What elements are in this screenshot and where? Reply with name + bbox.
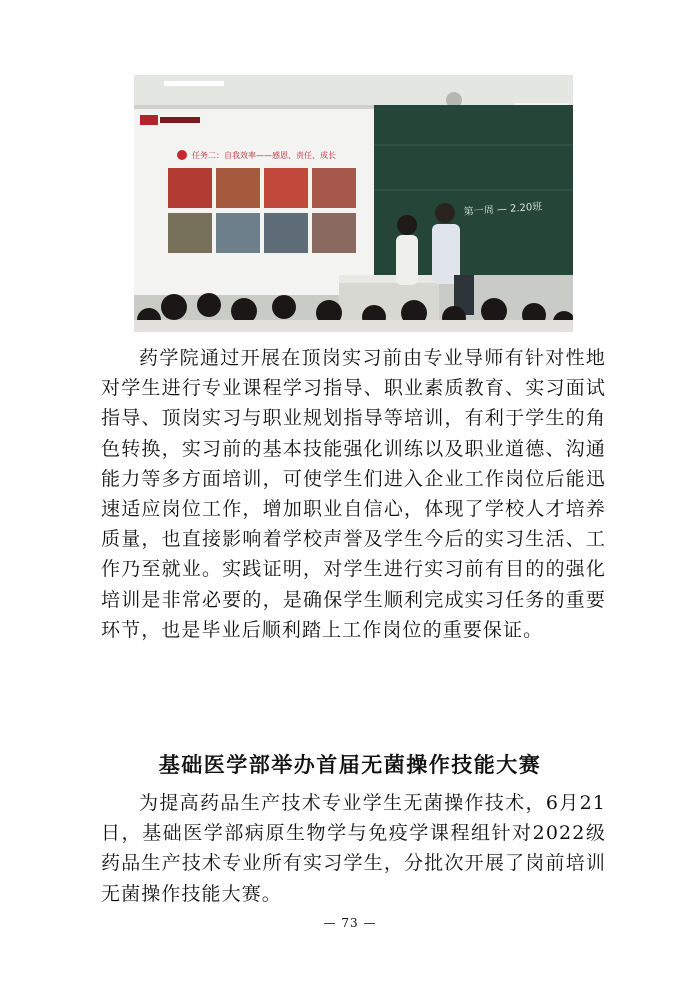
- slide-title: 任务二：自我效率——感恩、责任、成长: [192, 151, 336, 160]
- section-heading: 基础医学部举办首届无菌操作技能大赛: [158, 752, 542, 777]
- page-number: — 73 —: [323, 916, 377, 930]
- paragraph-competition: 为提高药品生产技术专业学生无菌操作技术，6月21日，基础医学部病原生物学与免疫学课程组针对2022级药品生产技术专业所有实习学生，分批次开展了岗前培训无菌操作技能大赛。: [101, 792, 606, 905]
- classroom-photo: [134, 75, 573, 332]
- paragraph-internship-training: 药学院通过开展在顶岗实习前由专业导师有针对性地对学生进行专业课程学习指导、职业素质教育、实习面试指导、顶岗实习与职业规划指导等培训，有利于学生的角色转换，实习前的基本技能强化训练以及职业道德、沟通能力等多方面培训，可使学生们进入企业工作岗位后能迅速适应岗位工作，增加职业自信心，体现了学校人才培养质量，也直接影响着学校声誉及学生今后的实习生活、工作乃至就业。实践证明，对学生进行实习前有目的的强化培训是非常必要的，是确保学生顺利完成实习任务的重要环节，也是毕业后顺利踏上工作岗位的重要保证。: [101, 347, 606, 641]
- blackboard-text: 第一周 — 2.20班: [463, 201, 543, 218]
